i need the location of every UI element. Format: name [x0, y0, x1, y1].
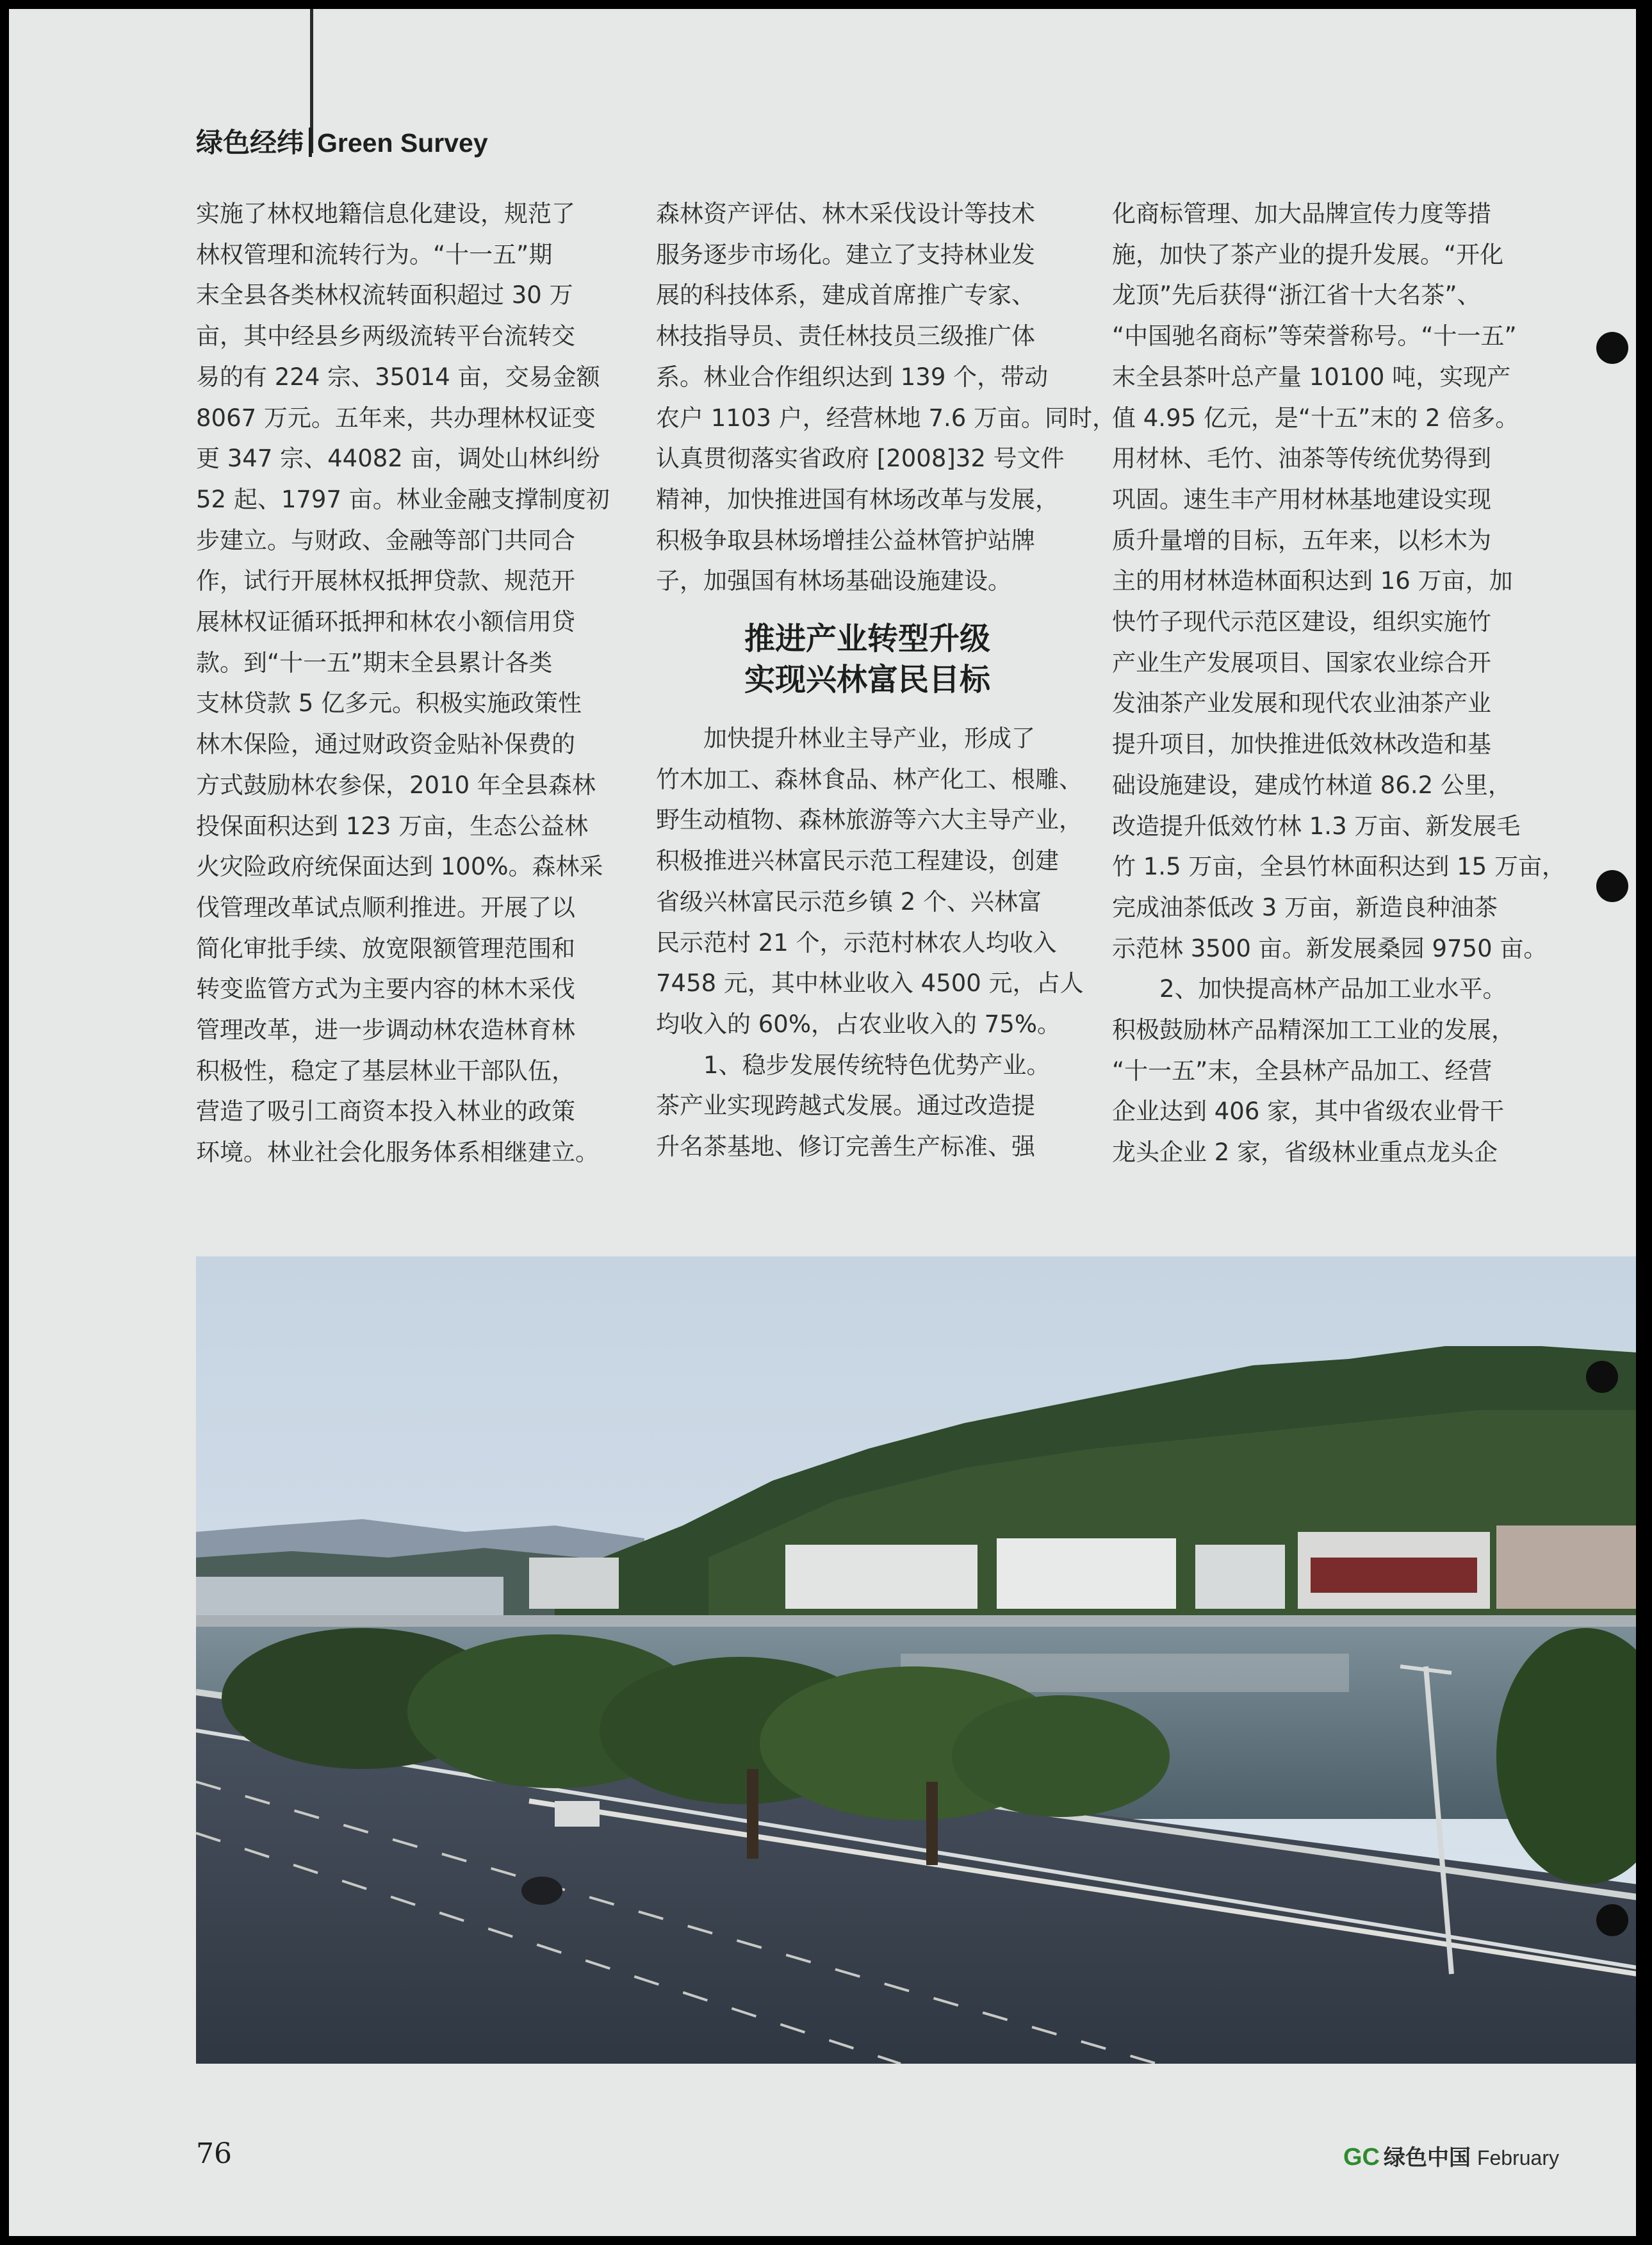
text-line: 款。到“十一五”期末全县累计各类	[196, 648, 553, 677]
text-line: 提升项目，加快推进低效林改造和基	[1112, 730, 1491, 759]
text-line: 升名茶基地、修订完善生产标准、强	[656, 1133, 1035, 1161]
text-line: 改造提升低效竹林 1.3 万亩、新发展毛	[1112, 812, 1521, 840]
text-line: 产业生产发展项目、国家农业综合开	[1112, 648, 1491, 677]
text-line: 值 4.95 亿元，是“十五”末的 2 倍多。	[1112, 404, 1519, 432]
text-line: 服务逐步市场化。建立了支持林业发	[656, 240, 1035, 268]
text-line: 亩，其中经县乡两级流转平台流转交	[196, 322, 575, 350]
gc-logo: GC	[1343, 2144, 1380, 2171]
text-line: 易的有 224 宗、35014 亩，交易金额	[196, 363, 600, 391]
binder-hole	[1596, 332, 1628, 364]
text-line: 民示范村 21 个，示范村林农人均收入	[656, 928, 1057, 957]
column-2	[656, 193, 1116, 1167]
binder-hole	[1596, 870, 1628, 902]
text-line: 积极性，稳定了基层林业干部队伍，	[196, 1057, 575, 1085]
column-3	[1112, 193, 1566, 1173]
text-line: 农户 1103 户，经营林地 7.6 万亩。同时，	[656, 404, 1116, 432]
text-line: 快竹子现代示范区建设，组织实施竹	[1112, 608, 1491, 636]
text-line: 积极争取县林场增挂公益林管护站牌	[656, 526, 1035, 554]
text-line: 施，加快了茶产业的提升发展。“开化	[1112, 240, 1504, 268]
text-line: 精神，加快推进国有林场改革与发展，	[656, 485, 1059, 513]
photo-illustration	[196, 1256, 1636, 2064]
text-line: 龙头企业 2 家，省级林业重点龙头企	[1112, 1139, 1498, 1167]
page-number: 76	[196, 2137, 232, 2170]
text-line: 8067 万元。五年来，共办理林权证变	[196, 404, 596, 432]
text-line: 发油茶产业发展和现代农业油茶产业	[1112, 689, 1491, 718]
text-line: 林权管理和流转行为。“十一五”期	[196, 240, 553, 268]
magazine-brand	[1343, 2140, 1559, 2171]
text-line: 竹木加工、森林食品、林产化工、根雕、	[656, 765, 1083, 793]
bridge	[196, 1615, 1636, 1628]
text-line: 竹 1.5 万亩，全县竹林面积达到 15 万亩，	[1112, 853, 1566, 881]
section-header	[196, 122, 488, 160]
magazine-page	[9, 9, 1636, 2236]
text-line: 积极鼓励林产品精深加工工业的发展，	[1112, 1016, 1515, 1044]
text-line: 龙顶”先后获得“浙江省十大名茶”、	[1112, 281, 1481, 309]
section-title-en: Green Survey	[317, 128, 488, 158]
text-line: 方式鼓励林农参保，2010 年全县森林	[196, 771, 596, 799]
text-line: 环境。林业社会化服务体系相继建立。	[196, 1139, 599, 1167]
text-line: 系。林业合作组织达到 139 个，带动	[656, 363, 1049, 391]
text-line: 巩固。速生丰产用材林基地建设实现	[1112, 485, 1491, 513]
text-line: 转变监管方式为主要内容的林木采伐	[196, 975, 575, 1003]
text-line: 投保面积达到 123 万亩，生态公益林	[196, 812, 589, 840]
text-line: 支林贷款 5 亿多元。积极实施政策性	[196, 689, 582, 718]
river-town-photo	[196, 1256, 1636, 2064]
text-line: 加快提升林业主导产业，形成了	[703, 725, 1035, 753]
text-line: “中国驰名商标”等荣誉称号。“十一五”	[1112, 322, 1517, 350]
section-divider	[309, 127, 312, 157]
column-2-top	[656, 193, 1116, 602]
text-line: 主的用材林造林面积达到 16 万亩，加	[1112, 567, 1513, 595]
text-line: 1、稳步发展传统特色优势产业。	[703, 1051, 1051, 1079]
text-line: 积极推进兴林富民示范工程建设，创建	[656, 847, 1059, 875]
text-line: 2、加快提高林产品加工业水平。	[1159, 975, 1507, 1003]
text-line: 林技指导员、责任林技员三级推广体	[656, 322, 1035, 350]
issue-month: February	[1476, 2146, 1559, 2169]
white-building	[785, 1545, 977, 1609]
text-line: 础设施建设，建成竹林道 86.2 公里，	[1112, 771, 1512, 799]
text-line: 展的科技体系，建成首席推广专家、	[656, 281, 1035, 309]
subheading-line-2: 实现兴林富民目标	[744, 662, 990, 698]
text-line: 实施了林权地籍信息化建设，规范了	[196, 200, 575, 227]
text-line: 完成油茶低改 3 万亩，新造良种油茶	[1112, 893, 1498, 921]
text-line: 末全县各类林权流转面积超过 30 万	[196, 281, 573, 309]
text-line: 均收入的 60%，占农业收入的 75%。	[656, 1010, 1061, 1038]
text-line: 林木保险，通过财政资金贴补保费的	[196, 730, 575, 759]
subheading-line-1: 推进产业转型升级	[744, 621, 990, 657]
text-line: 茶产业实现跨越式发展。通过改造提	[656, 1092, 1035, 1120]
text-line: 用材林、毛竹、油茶等传统优势得到	[1112, 445, 1491, 473]
text-line: 化商标管理、加大品牌宣传力度等措	[1112, 200, 1491, 227]
text-line: 野生动植物、森林旅游等六大主导产业，	[656, 806, 1083, 834]
text-line: 火灾险政府统保面达到 100%。森林采	[196, 853, 603, 881]
text-line: 省级兴林富民示范乡镇 2 个、兴林富	[656, 887, 1042, 916]
column-2-bottom	[656, 718, 1084, 1167]
binder-hole	[1596, 1904, 1628, 1936]
text-line: 末全县茶叶总产量 10100 吨，实现产	[1112, 363, 1511, 391]
text-line: 森林资产评估、林木采伐设计等技术	[656, 200, 1035, 227]
text-line: 企业达到 406 家，其中省级农业骨干	[1112, 1098, 1505, 1126]
binder-hole	[1586, 1361, 1618, 1393]
text-line: 步建立。与财政、金融等部门共同合	[196, 526, 575, 554]
text-line: 伐管理改革试点顺利推进。开展了以	[196, 893, 575, 921]
column-1	[196, 193, 619, 1173]
text-line: 简化审批手续、放宽限额管理范围和	[196, 934, 575, 962]
section-title-cn: 绿色经纬	[196, 127, 304, 158]
text-line: 作，试行开展林权抵押贷款、规范开	[196, 567, 575, 595]
text-line: 管理改革，进一步调动林农造林育林	[196, 1016, 575, 1044]
text-line: 52 起、1797 亩。林业金融支撑制度初	[196, 485, 610, 513]
text-line: 示范林 3500 亩。新发展桑园 9750 亩。	[1112, 934, 1548, 962]
text-line: 展林权证循环抵押和林农小额信用贷	[196, 608, 575, 636]
text-line: 7458 元，其中林业收入 4500 元，占人	[656, 969, 1084, 998]
text-line: “十一五”末，全县林产品加工、经营	[1112, 1057, 1493, 1085]
magazine-name: 绿色中国	[1383, 2145, 1471, 2171]
text-line: 质升量增的目标，五年来，以杉木为	[1112, 526, 1491, 554]
text-line: 子，加强国有林场基础设施建设。	[656, 567, 1011, 595]
text-line: 营造了吸引工商资本投入林业的政策	[196, 1098, 575, 1126]
subheading	[656, 618, 1079, 700]
text-line: 更 347 宗、44082 亩，调处山林纠纷	[196, 445, 600, 473]
text-line: 认真贯彻落实省政府 [2008]32 号文件	[656, 445, 1065, 473]
